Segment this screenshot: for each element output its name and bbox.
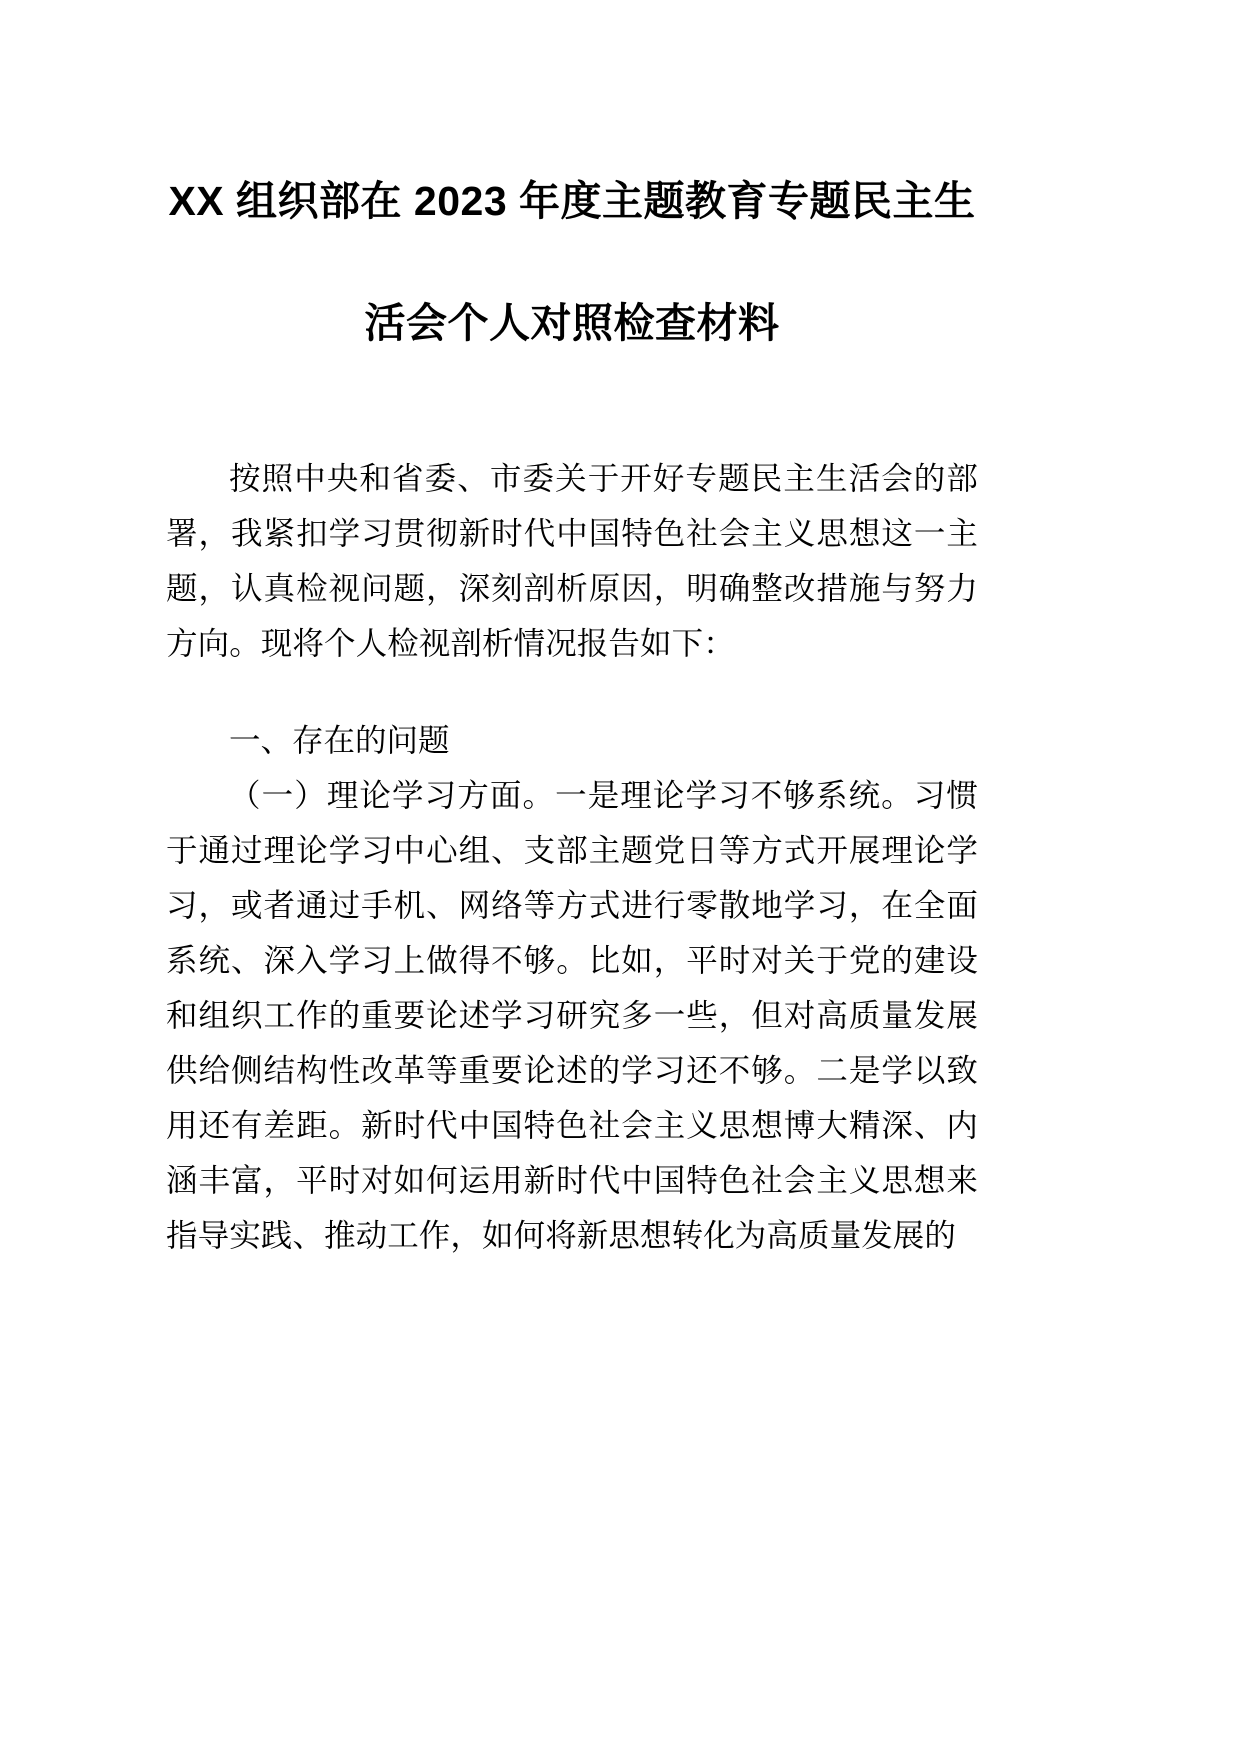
- page-title-line-2: 活会个人对照检查材料: [364, 299, 780, 346]
- section-heading-problems: 一、存在的问题: [229, 722, 450, 759]
- intro-paragraph: 按照中央和省委、市委关于开好专题民主生活会的部署，我紧扣学习贯彻新时代中国特色社会主义思想这一主题，认真检视问题，深刻剖析原因，明确整改措施与努力方向。现将个人检视剖析情况报告如下：: [166, 460, 978, 662]
- document-body: [166, 451, 978, 1263]
- page-title-line-1: XX 组织部在 2023 年度主题教育专题民主生: [168, 178, 976, 224]
- page-title: [166, 0, 978, 355]
- document-content: [166, 0, 978, 1263]
- paragraph-theory-study: （一）理论学习方面。一是理论学习不够系统。习惯于通过理论学习中心组、支部主题党日等方式开展理论学习，或者通过手机、网络等方式进行零散地学习，在全面系统、深入学习上做得不够。比如，平时对关于党的建设和组织工作的重要论述学习研究多一些，但对高质量发展供给侧结构性改革等重要论述的学习还不够。二是学以致用还有差距。新时代中国特色社会主义思想博大精深、内涵丰富，平时对如何运用新时代中国特色社会主义思想来指导实践、推动工作，如何将新思想转化为高质量发展的: [166, 777, 978, 1254]
